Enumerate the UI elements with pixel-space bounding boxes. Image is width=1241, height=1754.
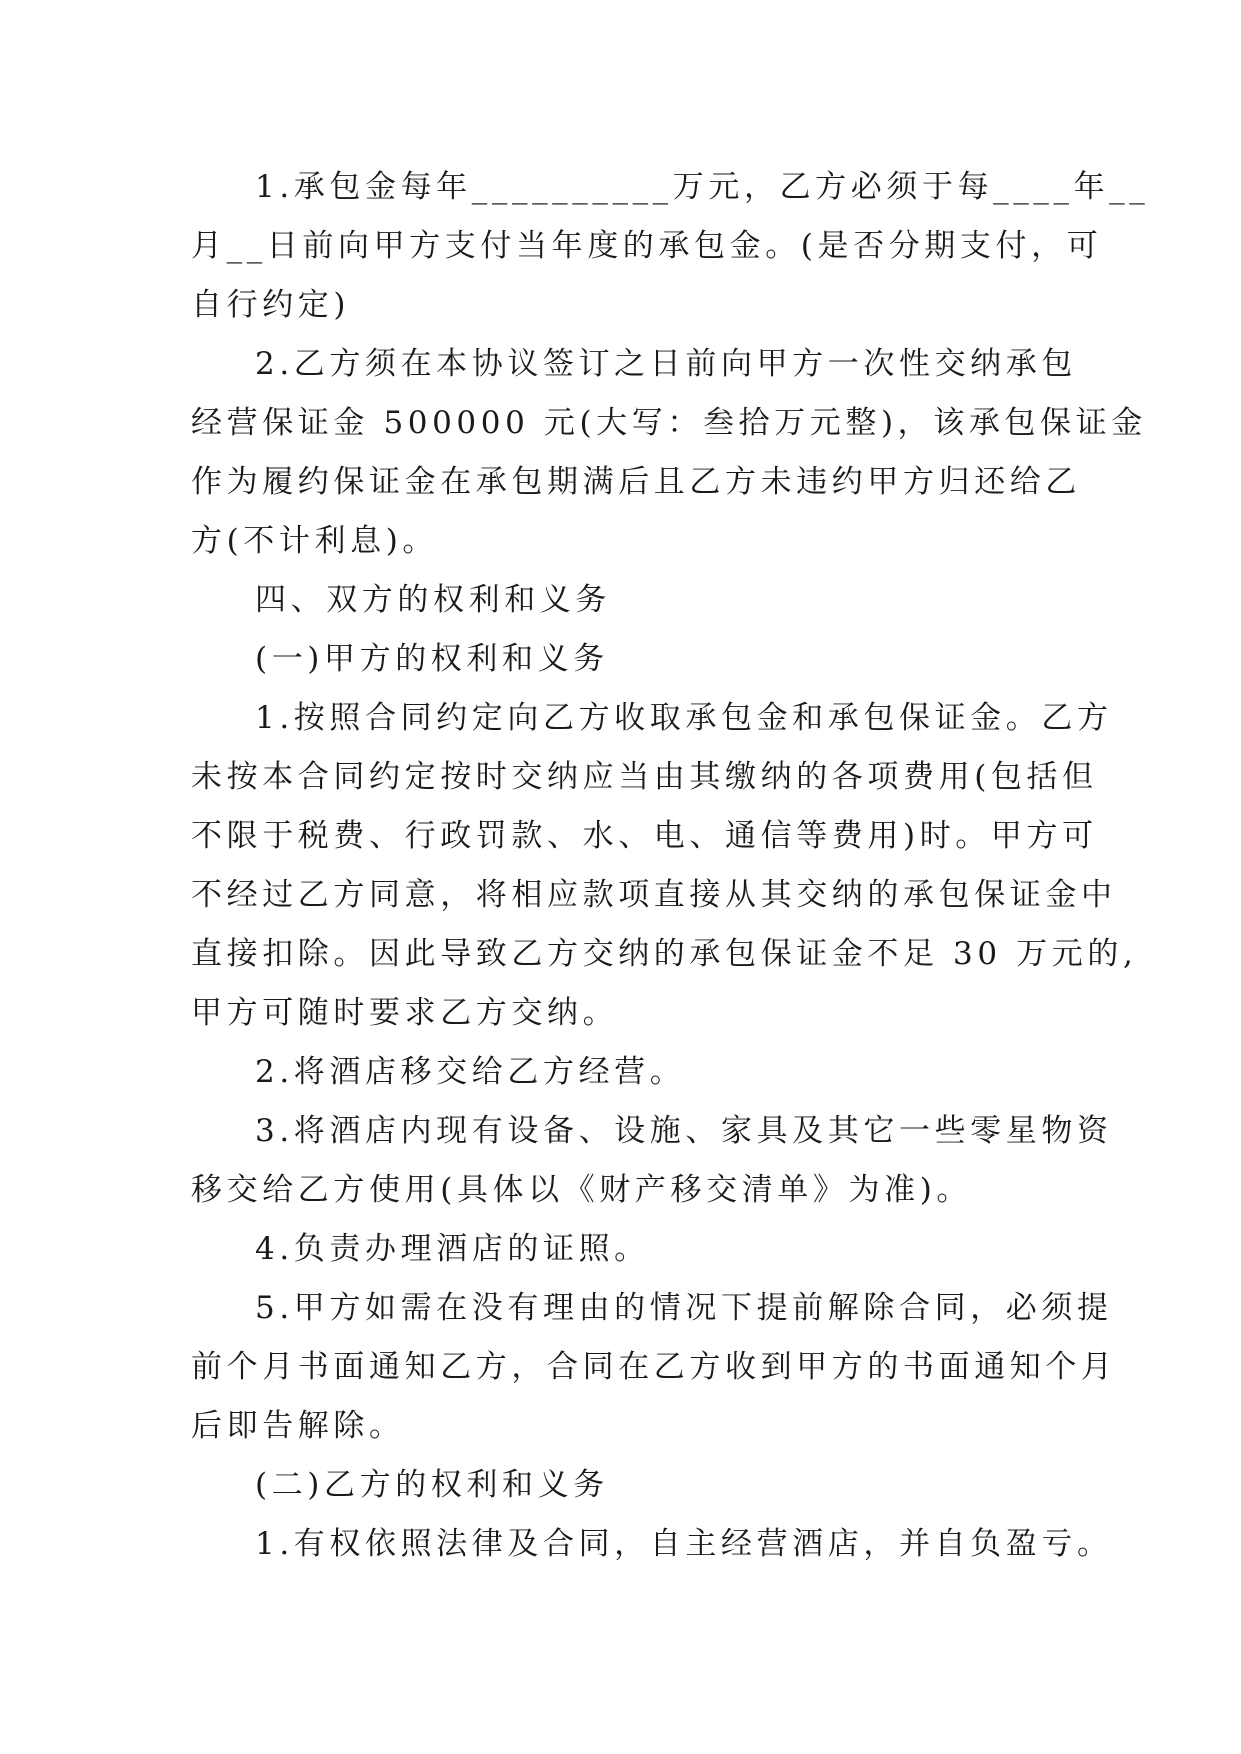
paragraph-contract-fee [191,158,1150,335]
text-line: 2.乙方须在本协议签订之日前向甲方一次性交纳承包 [255,346,1077,382]
paragraph-deposit [191,335,1147,571]
text-line: 4.负责办理酒店的证照。 [255,1231,650,1267]
paragraph-party-a-item-5 [191,1279,1117,1456]
text-line: 不经过乙方同意，将相应款项直接从其交纳的承包保证金中 [191,877,1117,913]
paragraph-party-a-item-3 [191,1102,1113,1220]
paragraph-party-a-item-4 [191,1220,1053,1279]
subsection-heading-party-b [191,1456,1053,1515]
text-line: 直接扣除。因此导致乙方交纳的承包保证金不足 30 万元的, [191,936,1138,972]
text-line: 方(不计利息)。 [191,523,438,559]
text-line: 四、双方的权利和义务 [255,582,611,618]
paragraph-party-a-item-1 [191,689,1138,1043]
text-line: 未按本合同约定按时交纳应当由其缴纳的各项费用(包括但 [191,759,1098,795]
text-line: 1.承包金每年__________万元，乙方必须于每____年__ [255,169,1150,205]
text-line: 作为履约保证金在承包期满后且乙方未违约甲方归还给乙 [191,464,1081,500]
text-line: 1.按照合同约定向乙方收取承包金和承包保证金。乙方 [255,700,1113,736]
text-line: (一)甲方的权利和义务 [255,641,609,677]
text-line: 不限于税费、行政罚款、水、电、通信等费用)时。甲方可 [191,818,1098,854]
text-line: 3.将酒店内现有设备、设施、家具及其它一些零星物资 [255,1113,1113,1149]
text-line: 5.甲方如需在没有理由的情况下提前解除合同，必须提 [255,1290,1113,1326]
subsection-heading-party-a [191,630,1053,689]
text-line: 后即告解除。 [191,1408,405,1444]
paragraph-party-a-item-2 [191,1043,1053,1102]
text-line: 前个月书面通知乙方，合同在乙方收到甲方的书面通知个月 [191,1349,1117,1385]
text-line: (二)乙方的权利和义务 [255,1467,609,1503]
text-line: 经营保证金 500000 元(大写：叁拾万元整)，该承包保证金 [191,405,1147,441]
text-line: 月__日前向甲方支付当年度的承包金。(是否分期支付，可 [191,228,1103,264]
paragraph-party-b-item-1 [191,1515,1113,1574]
text-line: 1.有权依照法律及合同，自主经营酒店，并自负盈亏。 [255,1526,1113,1562]
text-line: 2.将酒店移交给乙方经营。 [255,1054,686,1090]
section-heading-rights [191,571,1053,630]
text-line: 移交给乙方使用(具体以《财产移交清单》为准)。 [191,1172,972,1208]
text-line: 甲方可随时要求乙方交纳。 [191,995,619,1031]
document-body [191,158,1150,1574]
text-line: 自行约定) [191,287,351,323]
